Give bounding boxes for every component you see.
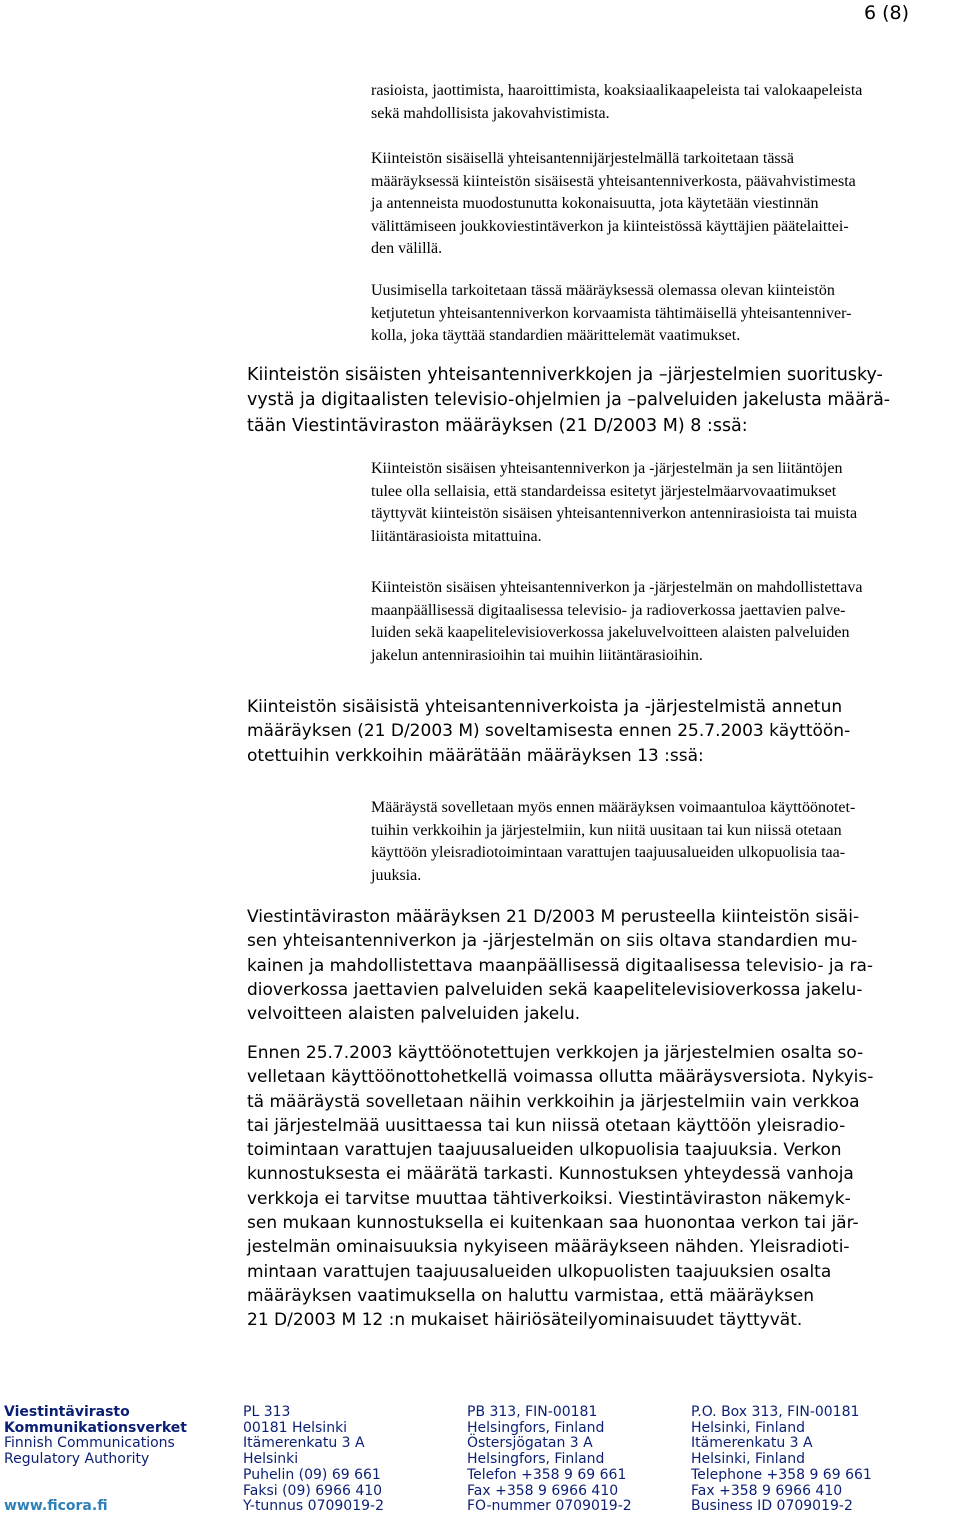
text-line: jestelmän ominaisuuksia nykyiseen määräykseen nähden. Yleisradioti- [247, 1237, 850, 1258]
footer-line: Itämerenkatu 3 A [691, 1435, 813, 1452]
text-line: mintaan varattujen taajuusalueiden ulkopuolisten taajuuksien osalta [247, 1261, 832, 1282]
text-line: täyttyvät kiinteistön sisäisen yhteisantenniverkon antennirasioista tai muista [371, 505, 858, 522]
paragraph-standards-summary [247, 905, 873, 1026]
text-line: verkkoja ei tarvitse muuttaa tähtiverkoiksi. Viestintäviraston näkemyk- [247, 1188, 851, 1209]
text-line: määräyksen (21 D/2003 M) soveltamisesta ennen 25.7.2003 käyttöön- [247, 721, 851, 742]
text-line: Määräystä sovelletaan myös ennen määräyksen voimaantuloa käyttöönotet- [371, 799, 856, 816]
footer-line: P.O. Box 313, FIN-00181 [691, 1404, 860, 1420]
text-line: Kiinteistön sisäisen yhteisantenniverkon ja -järjestelmän on mahdollistettava [371, 579, 863, 596]
footer-address-en [691, 1405, 872, 1515]
footer-line: Business ID 0709019-2 [691, 1498, 853, 1515]
org-name-en: Regulatory Authority [4, 1451, 150, 1468]
text-line: den välillä. [371, 240, 443, 257]
footer-line: Helsinki, Finland [691, 1419, 806, 1436]
text-line: luiden sekä kaapelitelevisioverkossa jakeluvelvoitteen alaisten palveluiden [371, 624, 850, 641]
text-line: Viestintäviraston määräyksen 21 D/2003 M perusteella kiinteistön sisäi- [247, 907, 860, 927]
footer-line: Y-tunnus 0709019-2 [243, 1498, 384, 1515]
paragraph-definition-renewal [371, 280, 851, 348]
footer-line: Östersjögatan 3 A [467, 1435, 593, 1452]
text-line: tuihin verkkoihin ja järjestelmiin, kun niitä uusitaan tai kun niissä otetaan [371, 821, 842, 839]
text-line: rasioista, jaottimista, haaroittimista, koaksiaalikaapeleista tai valokaapeleista [371, 82, 863, 99]
footer-line: Helsinki, Finland [691, 1451, 806, 1468]
org-name-fi: Viestintävirasto [4, 1404, 130, 1420]
paragraph-regulation-intro [247, 363, 890, 439]
text-line: ja antenneista muodostunutta kokonaisuutta, jota käytetään viestinnän [371, 195, 819, 212]
text-line: 21 D/2003 M 12 :n mukaiset häiriösäteilyominaisuudet täyttyvät. [247, 1310, 803, 1331]
text-line: toimintaan varattujen taajuusalueiden ulkopuolisia taajuuksia. Verkon [247, 1140, 842, 1161]
text-line: Kiinteistön sisäisen yhteisantenniverkon ja -järjestelmän ja sen liitäntöjen [371, 460, 843, 477]
spacer [4, 1484, 187, 1500]
text-line: Kiinteistön sisäisistä yhteisantenniverkoista ja -järjestelmistä annetun [247, 697, 843, 717]
text-line: välittämiseen joukkoviestintäverkon ja kiinteistössä käyttäjien päätelaittei- [371, 217, 849, 235]
text-line: jakelun antennirasioihin tai muihin liitäntärasioihin. [371, 646, 703, 664]
paragraph-definition-antenna-system [371, 148, 856, 261]
text-line: tä määräystä sovelletaan näihin verkkoihin ja järjestelmiin vain verkkoa [247, 1091, 860, 1112]
text-line: vystä ja digitaalisten televisio-ohjelmien ja –palveluiden jakelusta määrä- [247, 390, 891, 411]
text-line: sen mukaan kunnostuksella ei kuitenkaan saa huonontaa verkon tai jär- [247, 1213, 859, 1234]
footer-line: Itämerenkatu 3 A [243, 1435, 365, 1452]
spacer [4, 1468, 187, 1484]
paragraph-before-2003-networks [247, 1041, 873, 1333]
footer-line: Helsingfors, Finland [467, 1419, 605, 1436]
footer-line: PB 313, FIN-00181 [467, 1404, 598, 1420]
quote-requirement-2 [371, 577, 862, 667]
footer-line: Puhelin (09) 69 661 [243, 1466, 381, 1483]
footer-line: Telefon +358 9 69 661 [467, 1466, 627, 1483]
footer-line: FO-nummer 0709019-2 [467, 1498, 632, 1515]
quote-requirement-3 [371, 797, 855, 887]
text-line: otettuihin verkkoihin määrätään määräyksen 13 :ssä: [247, 745, 704, 766]
text-line: liitäntärasioista mitattuina. [371, 527, 542, 545]
footer-organization [4, 1405, 187, 1515]
footer-line: Helsinki [243, 1451, 299, 1468]
text-line: tai järjestelmää uusittaessa tai kun niissä otetaan käyttöön yleisradio- [247, 1115, 846, 1136]
text-line: sen yhteisantenniverkon ja -järjestelmän on siis oltava standardien mu- [247, 931, 858, 952]
text-line: dioverkossa jaettavien palveluiden sekä kaapelitelevisioverkossa jakelu- [247, 979, 863, 1000]
footer-line: Telephone +358 9 69 661 [691, 1466, 872, 1483]
text-line: kainen ja mahdollistettava maanpäällisessä digitaalisessa televisio- ja ra- [247, 955, 874, 976]
footer-line: 00181 Helsinki [243, 1419, 348, 1436]
text-line: ketjutetun yhteisantenniverkon korvaamista tähtimäisellä yhteisantenniver- [371, 304, 852, 322]
footer-line: Faksi (09) 6966 410 [243, 1482, 383, 1499]
org-name-en: Finnish Communications [4, 1435, 175, 1452]
text-line: määräyksessä kiinteistön sisäisestä yhteisantenniverkosta, päävahvistimesta [371, 172, 856, 190]
footer-line: Fax +358 9 6966 410 [467, 1482, 619, 1499]
text-line: sekä mahdollisista jakovahvistimista. [371, 104, 610, 122]
paragraph-application-intro [247, 695, 850, 768]
website-link[interactable]: www.ficora.fi [4, 1498, 108, 1515]
text-line: maanpäällisessä digitaalisessa televisio- ja radioverkossa jaettavien palve- [371, 601, 846, 619]
text-line: Uusimisella tarkoitetaan tässä määräyksessä olemassa olevan kiinteistön [371, 282, 835, 299]
text-line: tään Viestintäviraston määräyksen (21 D/2003 M) 8 :ssä: [247, 415, 748, 436]
org-name-sv: Kommunikationsverket [4, 1419, 187, 1436]
text-line: määräyksen vaatimuksella on haluttu varmistaa, että määräyksen [247, 1285, 815, 1306]
text-line: Kiinteistön sisäisten yhteisantenniverkkojen ja –järjestelmien suoritusky- [247, 365, 883, 385]
text-line: käyttöön yleisradiotoimintaan varattujen taajuusalueiden ulkopuolisia taa- [371, 844, 846, 861]
footer-address-sv [467, 1405, 632, 1515]
text-line: Kiinteistön sisäisellä yhteisantennijärjestelmällä tarkoitetaan tässä [371, 150, 794, 167]
text-line: juuksia. [371, 866, 422, 884]
text-line: velvoitteen alaisten palveluiden jakelu. [247, 1004, 581, 1025]
footer-line: PL 313 [243, 1404, 291, 1420]
text-line: tulee olla sellaisia, että standardeissa esitetyt järjestelmäarvovaatimukset [371, 482, 837, 500]
text-line: kunnostuksesta ei määrätä tarkasti. Kunnostuksen yhteydessä vanhoja [247, 1164, 854, 1185]
footer-address-fi [243, 1405, 384, 1515]
footer-line: Helsingfors, Finland [467, 1451, 605, 1468]
footer-line: Fax +358 9 6966 410 [691, 1482, 843, 1499]
text-line: velletaan käyttöönottohetkellä voimassa ollutta määräysversiota. Nykyis- [247, 1067, 874, 1088]
quote-requirement-1 [371, 458, 857, 548]
page-number: 6 (8) [864, 2, 910, 24]
paragraph-intro-continuation [371, 80, 862, 125]
text-line: kolla, joka täyttää standardien määrittelemät vaatimukset. [371, 327, 741, 344]
text-line: Ennen 25.7.2003 käyttöönotettujen verkkojen ja järjestelmien osalta so- [247, 1043, 864, 1063]
